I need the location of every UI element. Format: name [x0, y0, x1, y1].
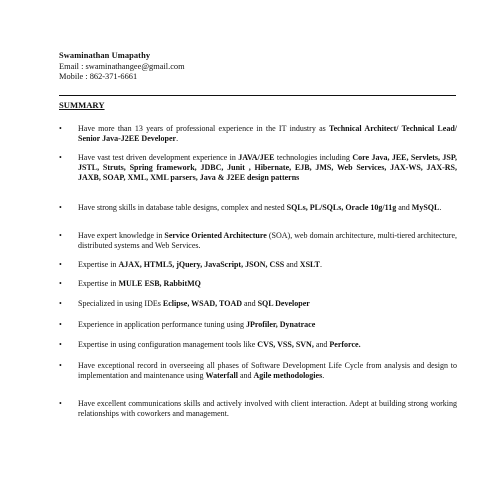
bold-segment: MySQL — [411, 203, 440, 212]
summary-item-text — [78, 299, 457, 309]
bold-segment: Agile methodologies — [253, 371, 323, 381]
bullet-icon: • — [59, 124, 62, 133]
summary-item — [59, 124, 457, 144]
bullet-icon: • — [59, 260, 62, 269]
bullet-icon: • — [59, 231, 62, 240]
summary-item-text — [78, 203, 457, 213]
text-segment: Expertise in — [78, 279, 119, 288]
bold-segment: Core Java, JEE, Servlets, JSP, JSTL, Struts, Spring framework, JDBC, Junit , Hibernate, EJB, JMS, Web Services, JAX-WS, JAX-RS, JAXB, SOAP, XML, XML parsers, Java & J2EE design patterns — [78, 153, 458, 183]
text-segment: Have more than 13 years of professional experience in the IT industry as — [78, 124, 329, 133]
text-segment: . — [319, 260, 322, 269]
bold-segment: MULE ESB, RabbitMQ — [118, 279, 201, 288]
summary-item-text — [78, 340, 457, 350]
contact-header — [59, 51, 185, 83]
text-segment: Have vast test driven development experience in — [78, 153, 239, 162]
bullet-icon: • — [59, 153, 62, 162]
text-segment: and — [396, 203, 412, 212]
summary-item-text — [78, 279, 457, 289]
bold-segment: SQLs, PL/SQLs, Oracle 10g/11g — [286, 203, 397, 212]
text-segment: (SOA), web domain architecture, multi-tiered architecture, distributed systems and Web Services. — [78, 231, 458, 251]
summary-item-text — [78, 320, 457, 330]
bold-segment: Eclipse, WSAD, TOAD — [162, 299, 243, 308]
text-segment: Have exceptional record in overseeing all phases of Software Development Life Cycle from analysis and design to implementation and maintenance using — [78, 361, 457, 381]
text-segment: and — [237, 371, 254, 381]
summary-item — [59, 279, 457, 289]
summary-item — [59, 340, 457, 350]
summary-item — [59, 231, 457, 251]
text-segment: Have excellent communications skills and actively involved with client interaction. Adept at building strong working relationships with coworkers and management. — [78, 399, 457, 419]
text-segment: and — [242, 299, 258, 308]
summary-heading: SUMMARY — [59, 100, 105, 110]
text-segment: Have strong skills in database table designs, complex and nested — [78, 203, 287, 212]
bullet-icon: • — [59, 361, 62, 370]
text-segment: technologies including — [274, 153, 353, 162]
summary-item-text — [78, 124, 457, 144]
summary-item-text — [78, 361, 457, 381]
summary-item-text — [78, 399, 457, 419]
bold-segment: XSLT — [299, 260, 320, 269]
bullet-icon: • — [59, 203, 62, 212]
text-segment: Specialized in using IDEs — [78, 299, 163, 308]
summary-item-text — [78, 153, 457, 184]
summary-item — [59, 399, 457, 419]
email-line: Email : swaminathangee@gmail.com — [59, 61, 185, 71]
bold-segment: JAVA/JEE — [238, 153, 275, 162]
bullet-icon: • — [59, 399, 62, 408]
text-segment: . — [176, 134, 179, 144]
bold-segment: Technical Architect/ Technical Lead/ Senior Java-J2EE Developer — [78, 124, 457, 144]
bullet-icon: • — [59, 299, 62, 308]
text-segment: and — [313, 340, 330, 349]
bullet-icon: • — [59, 320, 62, 329]
text-segment: Experience in application performance tuning using — [78, 320, 246, 329]
candidate-name: Swaminathan Umapathy — [59, 51, 151, 60]
text-segment: Expertise in using configuration management tools like — [78, 340, 258, 349]
summary-item-text — [78, 260, 457, 270]
text-segment: Expertise in — [78, 260, 119, 269]
text-segment: . — [439, 203, 442, 212]
text-segment: Have expert knowledge in — [78, 231, 165, 240]
bold-segment: Perforce. — [329, 340, 361, 349]
bold-segment: CVS, VSS, SVN, — [257, 340, 314, 349]
summary-item — [59, 299, 457, 309]
text-segment: and — [284, 260, 300, 269]
bullet-icon: • — [59, 279, 62, 288]
bullet-icon: • — [59, 340, 62, 349]
bold-segment: JProfiler, Dynatrace — [245, 320, 316, 329]
section-divider — [59, 95, 456, 96]
mobile-line: Mobile : 862-371-6661 — [59, 72, 138, 82]
bold-segment: SQL Developer — [257, 299, 310, 308]
summary-item — [59, 260, 457, 270]
summary-item-text — [78, 231, 457, 251]
summary-item — [59, 153, 457, 184]
text-segment: . — [322, 371, 325, 381]
bold-segment: Service Oriented Architecture — [164, 231, 267, 240]
bold-segment: Waterfall — [205, 371, 238, 381]
summary-item — [59, 203, 457, 213]
summary-item — [59, 361, 457, 381]
bold-segment: AJAX, HTML5, jQuery, JavaScript, JSON, CSS — [118, 260, 285, 269]
summary-item — [59, 320, 457, 330]
